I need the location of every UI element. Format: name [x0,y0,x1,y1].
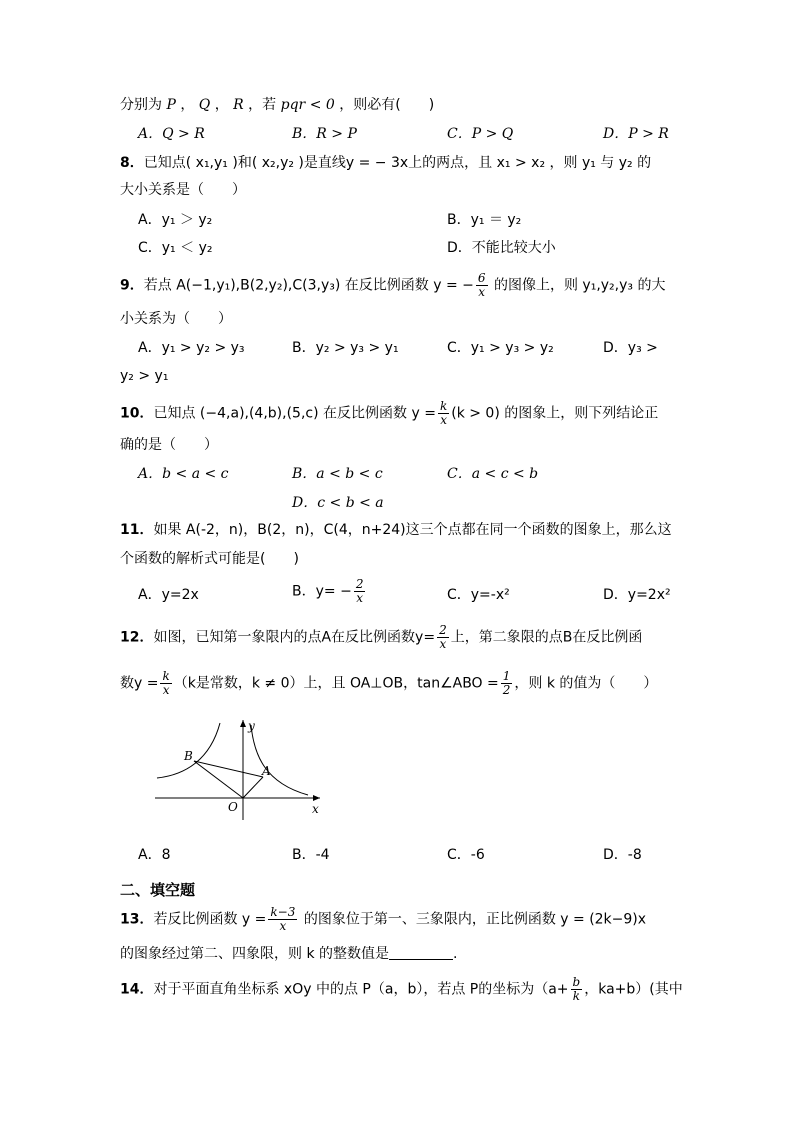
q7-stem-tail [120,95,434,115]
q12-frac2-den: x [162,683,170,697]
q11-option-d: D．y=2x² [603,587,671,603]
q13-text: 的图象经过第二、四象限，则 k 的整数值是 [120,946,390,962]
q13-stem-line2 [120,944,457,964]
q14-text: 对于平面直角坐标系 xOy 中的点 P（a，b），若点 P的坐标为（a+ [153,981,569,998]
q13-stem-line1 [120,906,646,933]
q10-fraction [438,400,449,427]
q12-stem-line2 [120,670,657,697]
q12-frac2-num: k [162,669,170,683]
q12-frac3-den: 2 [502,683,511,697]
q13-answer-blank[interactable] [389,945,453,960]
q12-fraction-2 [160,670,171,697]
q13-frac-num: k−3 [270,905,296,919]
q14-frac-num: b [572,975,581,989]
q10-frac-den: x [440,413,447,427]
q8-number: 8． [120,155,144,171]
q9-frac-num: 6 [477,271,486,285]
q10-stem-line2: 确的是（ ） [120,437,218,453]
q9-text: 若点 A(−1,y₁),B(2,y₂),C(3,y₃) 在反比例函数 y = − [143,277,474,294]
segment-oa [243,777,263,798]
q10-frac-num: k [439,399,448,413]
q10-text: (k > 0) 的图象上，则下列结论正 [451,405,659,422]
q9-fraction [476,272,488,299]
q12-stem-line1 [120,624,642,651]
label-x: x [312,802,319,816]
q9-option-a: A．y₁ > y₂ > y₃ [138,340,245,356]
q8-option-d: D．不能比较大小 [447,240,556,256]
q12-text: 上，第二象限的点B在反比例函 [450,629,643,646]
label-a: A [262,764,271,778]
q7-condition: pqr < 0 [280,97,335,113]
q11-number: 11． [120,522,154,538]
q12-text: 如图，已知第一象限内的点A在反比例函数y= [153,629,436,646]
q7-sep: ， [180,97,195,113]
q12-option-b: B．-4 [292,847,330,863]
q10-option-a: A．b < a < c [138,466,229,482]
q12-figure [150,715,330,825]
q9-option-c: C．y₁ > y₃ > y₂ [447,340,554,356]
q7-sep: ， [214,97,229,113]
x-axis-arrow [313,795,320,801]
q14-stem-line1 [120,976,683,1003]
q7-text: ，若 [248,97,277,113]
q7-text: 分别为 [120,97,162,113]
q7-option-d: D．P > R [603,126,669,142]
q12-text: ，则 k 的值为（ ） [514,675,658,692]
q13-text: 的图象位于第一、三象限内，正比例函数 y = (2k−9)x [303,911,647,928]
q8-option-b: B．y₁ ＝ y₂ [447,212,522,228]
curve-first-quadrant [251,725,308,795]
q14-text: ，ka+b）(其中 [584,981,683,998]
q11-stem-line2: 个函数的解析式可能是( ) [120,551,299,567]
q12-option-d: D．-8 [603,847,642,863]
q9-frac-den: x [478,285,486,299]
q11-stem-line1 [120,520,672,540]
q8-stem-line2: 大小关系是（ ） [120,182,246,198]
q9-text: 的图像上，则 y₁,y₂,y₃ 的大 [493,277,666,294]
q7-option-b: B．R > P [292,126,357,142]
q8-option-c: C．y₁ ＜ y₂ [138,240,213,256]
q10-option-b: B．a < b < c [292,466,383,482]
q12-frac3-num: 1 [502,669,511,683]
q10-number: 10． [120,405,154,422]
q9-number: 9． [120,277,144,294]
q14-number: 14． [120,981,154,998]
q11-frac-den: x [356,591,364,605]
q12-fraction-1 [437,624,449,651]
q14-frac-den: k [572,989,581,1003]
label-o: O [228,800,238,814]
q10-text: 已知点 (−4,a),(4,b),(5,c) 在反比例函数 y = [153,405,436,422]
q11-frac-num: 2 [355,577,364,591]
y-axis-arrow [240,720,246,727]
q9-option-d-cont: y₂ > y₁ [120,368,169,384]
q7-option-a: A．Q > R [138,126,205,142]
q13-frac-den: x [279,919,287,933]
q12-option-a: A．8 [138,847,171,863]
q11-option-c: C．y=-x² [447,587,510,603]
q8-option-a: A．y₁ ＞ y₂ [138,212,213,228]
q9-option-b: B．y₂ > y₃ > y₁ [292,340,399,356]
q9-stem-line2: 小关系为（ ） [120,311,232,327]
q12-text: （k是常数，k ≠ 0）上，且 OA⊥OB，tan∠ABO = [173,675,499,692]
q12-frac1-den: x [439,637,447,651]
q13-text: . [453,946,458,962]
q14-fraction [571,976,583,1003]
q8-text: 已知点( x₁,y₁ )和( x₂,y₂ )是直线y = − 3x上的两点，且 x₁ > x₂ ，则 y₁ 与 y₂ 的 [143,155,652,171]
q7-option-c: C．P > Q [447,126,514,142]
q11-text: 如果 A(-2，n)，B(2，n)，C(4，n+24)这三个点都在同一个函数的图象上，那么这 [153,522,672,538]
label-y: y [248,719,255,733]
q7-text: ，则必有( [339,97,401,113]
q13-number: 13． [120,911,154,928]
q11-option-a: A．y=2x [138,587,199,603]
q13-fraction [268,906,297,933]
q10-stem-line1 [120,400,658,427]
q10-option-d: D．c < b < a [292,495,384,511]
section-fill-in-title: 二、填空题 [120,881,196,899]
q11-option-b-text: B．y= − [292,583,352,600]
q11-option-b [292,578,367,605]
q8-stem-line1 [120,153,651,173]
q7-var-q: Q [198,97,211,113]
q12-frac1-num: 2 [439,623,447,637]
q13-text: 若反比例函数 y = [153,911,267,928]
q9-stem-line1 [120,272,665,299]
q7-var-p: P [166,97,176,113]
q10-option-c: C．a < c < b [447,466,539,482]
q7-var-r: R [233,97,244,113]
q7-text: ) [428,97,435,113]
q12-option-c: C．-6 [447,847,485,863]
label-b: B [184,749,193,763]
q11-option-b-fraction [354,578,366,605]
q12-number: 12． [120,629,154,646]
q9-option-d: D．y₃ > [603,340,658,356]
q12-fraction-3 [501,670,513,697]
q12-text: 数y = [120,675,159,692]
